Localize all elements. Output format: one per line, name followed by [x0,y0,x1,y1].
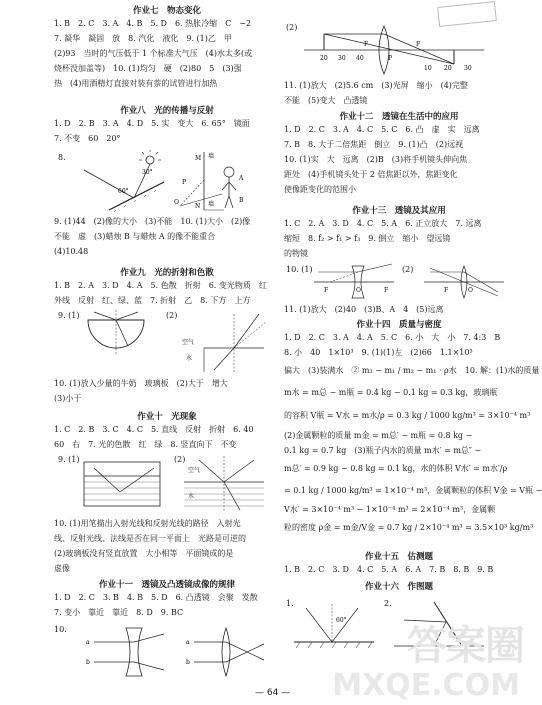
answer-line: (2)93 当时的气压低于 1 个标准大气压 (4)水太多(或 [54,49,253,58]
convex-lens [222,628,230,676]
answer-line: 7. 不变 60 20° [54,134,121,143]
answer-line: 7. B 8. 大于二倍焦距 倒立 9. (1)凸 (2)远视 [284,140,464,149]
medium-label: 空气 [182,339,195,346]
point-label: O [174,199,179,206]
concave-lens [126,628,142,676]
point-label: B [239,197,244,204]
answer-line: 10. (1)放入少量的牛奶 玻璃板 (2)大于 增大 [54,379,228,388]
medium-label: 空气 [188,467,201,474]
answer-line: 60 右 7. 光的色散 红 绿 8. 竖直向下 不变 [54,440,237,449]
point-label: P [182,179,187,186]
focus-label: F [324,287,329,294]
answer-line: 8. 小 40 1×10³ 9. (1)(1)左 (2)66 1.1×10³ [284,348,473,357]
light-ray [180,194,222,206]
medium-label: 水 [186,355,193,362]
sun-rays-icon [139,150,161,160]
incident-ray [306,608,332,642]
answer-line: 11. (1)放大 (2)40 (3)B、A 4 (5)远离 [284,305,444,314]
answer-line: (3)小于 [54,394,82,403]
section-10 [54,410,280,452]
answer-line: 10. (1)用笔描出入射光线和反射光线的路径 入射光 [54,519,241,528]
answer-line: 9. (1)44 (2)像的大小 (3)不能 10. (1)大小 (2)像 [54,217,251,226]
answer-line: m水 = m总 − m瓶 = 0.4 kg − 0.1 kg = 0.3 kg，玻璃瓶 [284,388,498,397]
section-9 [54,266,280,308]
answer-line: 的容积 V瓶 = V水 = m水/ρ = 0.3 kg / 1000 kg/m³ = 3×10⁻⁴ m³ [284,411,531,420]
answer-line: 不能 (5)变大 凸透镜 [284,96,368,105]
section-8-continued [54,214,280,259]
answer-line: (4)10.48 [54,247,89,256]
answer-line: V水′ = 3×10⁻⁴ m³ − 1×10⁻⁴ m³ = 2×10⁻⁴ m³，金属颗 [284,505,496,514]
section-13-continued [284,302,514,317]
light-ray [134,662,164,670]
answer-line: 1. C 2. B 3. C 4. C 5. 直线 反射 折射 6. 40 [54,425,254,434]
figure-10-diagram [54,452,280,514]
section-7-title: 作业七 物态变化 [132,6,201,16]
figure-optical-bench [284,20,514,76]
section-11 [54,578,280,620]
section-13 [284,204,514,261]
section-8-title: 作业八 光的传播与反射 [120,106,214,116]
reflected-ray [332,608,358,642]
axis-label: 20 [320,55,328,62]
figure-label: 10. [54,625,67,634]
axis-label: 30 [464,65,472,72]
incident-ray [94,312,116,320]
light-ray [234,314,259,348]
answer-line: 1. B 2. C 3. A 4. B 5. D 6. 热胀冷缩 C −2 [54,19,252,28]
wall-label: 墙 [208,201,215,208]
point-label: O [356,287,361,294]
point-label: N [195,203,201,210]
point-label: P [388,55,393,62]
reflected-ray [116,312,138,320]
answer-line: 0.1 kg = 0.7 kg (3)瓶子内水的质量 m水′ = m总″ − [284,446,482,455]
point-label: M [195,155,202,162]
answer-line: 1. B 2. C 3. D 4. C 5. A 6. A 7. B 8. B 9. B [284,565,494,574]
axis-label: 30 [338,55,346,62]
section-8 [54,104,280,146]
figure-11-2 [284,20,514,76]
answer-line: 使像距变化的范围小 [284,185,356,194]
answer-line: 虚像 [54,564,70,573]
answer-line: 不能 虚 (3)蜡烛 B 与蜡烛 A 的像不能重合 [54,232,216,241]
light-ray [134,634,164,642]
figure-13 [284,262,514,300]
medium-label: 水 [188,493,195,500]
sun-icon [146,156,154,164]
axis-label: 20 [444,65,452,72]
person-head-icon [224,167,234,177]
ray-label: b [186,659,190,666]
answer-line: 距处 (4)手机镜头处于 2 倍焦距以外，焦距变化 [284,170,458,179]
answer-line: 缩短 8. f₂ > f₁ > f₃ 9. 倒立 缩小 望远镜 [284,234,451,243]
figure-label: (2) [402,265,414,274]
light-ray [226,642,264,660]
light-ray [120,468,154,492]
light-ray [430,268,464,282]
figure-13-diagram [284,262,514,300]
watermark-url-logo: MXQE.COM [332,668,520,703]
figure-11-diagram [54,622,280,682]
point-label: A [239,175,244,182]
figure-label: 2. [384,599,392,608]
answer-line: (2)玻璃板没有竖直放置 大小相等 平面镜成的是 [54,549,234,558]
answer-line: 外线 反射 红、绿、蓝 7. 折射 乙 8. 下方 上方 [54,296,251,305]
figure-label: 8. [58,153,66,162]
q11-answers [284,78,514,108]
figure-8 [54,150,280,212]
angle-label: 60° [336,617,347,624]
mirror-hatching [296,642,372,648]
water-tank [84,462,160,506]
axis-label: 10 [424,65,432,72]
section-16-title: 作业十六 作图题 [364,582,433,592]
figure-8-diagram [54,150,280,212]
section-10-continued [54,516,280,576]
answer-line: 烧杯没加盖等) 10. (1)均匀 硬 (2)80 5 (3)强 [54,64,242,73]
axis-label: 40 [356,55,364,62]
section-13-title: 作业十三 透镜及其应用 [352,206,446,216]
section-9-title: 作业九 光的折射和色散 [120,268,214,278]
figure-label: (2) [286,23,298,32]
refracted-ray [116,320,128,346]
focus-label: F [444,287,449,294]
answer-line: 1. D 2. C 3. A 4. A 5. C 6. 小 大 小 7. 4:3 B [284,333,501,342]
dashed-ray [330,272,358,282]
answer-line: 线、反射光线、法线是否在同一平面上 光路是可逆的 [54,534,246,543]
section-14 [284,318,542,539]
answer-line: 1. D 2. C 3. B 4. B 5. D 6. 凸透镜 会聚 发散 [54,593,258,602]
answer-line: 1. B 2. A 3. D 4. A 5. 色散 折射 6. 变光物质 红 [54,281,267,290]
answer-line: 粒的密度 ρ金 = m金/V金 = 0.7 kg / 2×10⁻⁴ m³ = 3.5×10³ kg/m³ [284,523,534,532]
section-11-title: 作业十一 透镜及凸透镜成像的规律 [98,580,235,590]
figure-9 [54,308,280,374]
answer-line: 偏大 (3)装满水 ② m₃ − m₁ / m₂ − m₁ · ρ水 10. 解：(1)水的质量 [284,366,540,375]
ray-label: b [86,659,90,666]
answer-line: 7. 变小 靠近 靠近 8. D 9. BC [54,608,184,617]
answer-line: 1. D 2. C 3. A 4. C 5. C 6. 凸 虚 实 远离 [284,125,480,134]
figure-10 [54,452,280,514]
answer-line: 1. C 2. A 3. D 4. C 5. A 6. 正立放大 7. 远离 [284,219,482,228]
point-label: O [468,287,473,294]
figure-label: 9. (1) [58,455,80,464]
section-16 [284,580,514,592]
figure-label: 10. (1) [286,265,313,274]
light-ray [214,348,234,370]
answer-line: (2)金属颗粒的质量 m金 = m总′ − m瓶 = 0.8 kg − [284,431,473,440]
watermark-logo: 答案圈 [407,623,524,669]
answer-line: m总′ = 0.9 kg − 0.8 kg = 0.1 kg，水的体积 V水′ = m水′/ρ [284,464,508,473]
answer-line: = 0.1 kg / 1000 kg/m³ = 1×10⁻⁴ m³，金属颗粒的体积 V金 = V瓶 − [284,486,542,495]
figure-label: (2) [174,455,186,464]
answer-line: 7. 凝华 凝固 放 8. 汽化 液化 9. (1)乙 甲 [54,34,232,43]
wall-label: 墙 [208,153,215,160]
mirror-line [109,182,164,210]
section-7-lines [54,16,280,91]
focus-label: F [384,287,389,294]
figure-label: 1. [286,599,294,608]
angle-label: 60° [118,188,129,195]
angle-label: 30° [142,169,153,176]
light-ray [94,468,120,492]
light-ray [384,34,454,64]
light-ray [226,644,264,662]
figure-label: 9. (1) [58,311,80,320]
section-7 [54,4,280,91]
answer-line: 10. (1)实 大 远离 (2)B (3)将手机镜头伸向焦 [284,155,468,164]
refracted-ray [224,482,240,510]
section-15 [284,550,514,577]
incident-ray [199,460,224,482]
answer-line: 的物镜 [284,249,308,258]
section-12-title: 作业十二 透镜在生活中的应用 [339,112,459,122]
section-12 [284,110,514,197]
figure-11 [54,622,280,682]
section-14-title: 作业十四 质量与密度 [356,320,442,330]
figure-label: (2) [166,311,178,320]
ray-label: a [186,639,190,646]
section-9-continued [54,376,280,406]
ray-label: a [86,639,90,646]
focus-label: F [416,41,421,48]
answer-line: 11. (1)放大 (2)5.6 cm (3)光屏 缩小 (4)完整 [284,81,468,90]
section-15-title: 作业十五 估测题 [364,552,433,562]
page-number: — 64 — [255,688,291,698]
section-10-title: 作业十 光现象 [137,412,197,422]
reflected-ray [224,460,254,482]
answer-line: 1. D 2. B 3. A 4. D 5. 实 变大 6. 65° 镜面 [54,119,250,128]
focus-label: F [364,41,369,48]
answer-line: 热 (4)用酒精灯直接对装有萘的试管进行加热 [54,79,218,88]
